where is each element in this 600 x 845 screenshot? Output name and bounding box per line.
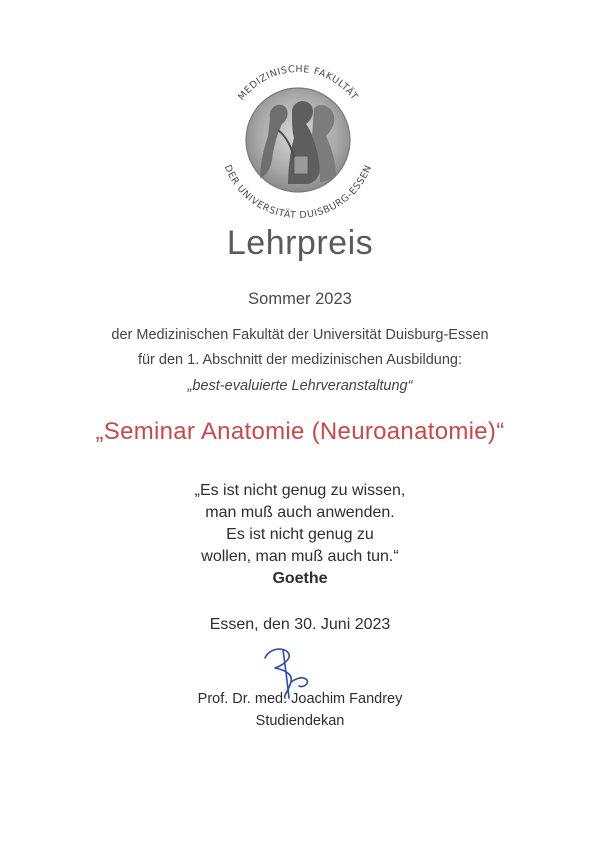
goethe-quote [0, 480, 600, 590]
quote-line: Es ist nicht genug zu [226, 526, 374, 543]
faculty-seal-graphic [208, 52, 388, 222]
award-season: Sommer 2023 [248, 290, 352, 308]
signer-name: Prof. Dr. med. Joachim Fandrey [197, 691, 403, 707]
signer-role: Studiendekan [255, 713, 345, 729]
quote-line: man muß auch anwenden. [205, 504, 395, 521]
faculty-line: der Medizinischen Fakultät der Universität Duisburg-Essen [111, 327, 489, 343]
quote-line: „Es ist nicht genug zu wissen, [194, 482, 406, 499]
section-line: für den 1. Abschnitt der medizinischen Ausbildung: [137, 352, 463, 368]
seal-text-top: MEDIZINISCHE FAKULTÄT [236, 63, 360, 103]
course-name: „Seminar Anatomie (Neuroanatomie)“ [95, 418, 505, 445]
quote-line: wollen, man muß auch tun.“ [201, 548, 399, 565]
certificate-title: Lehrpreis [226, 224, 374, 262]
quote-author: Goethe [272, 570, 328, 587]
category-line: „best-evaluierte Lehrveranstaltung“ [187, 378, 413, 394]
place-and-date: Essen, den 30. Juni 2023 [209, 616, 391, 633]
faculty-seal [208, 52, 388, 222]
seal-text-bottom: DER UNIVERSITÄT DUISBURG-ESSEN [221, 163, 375, 222]
